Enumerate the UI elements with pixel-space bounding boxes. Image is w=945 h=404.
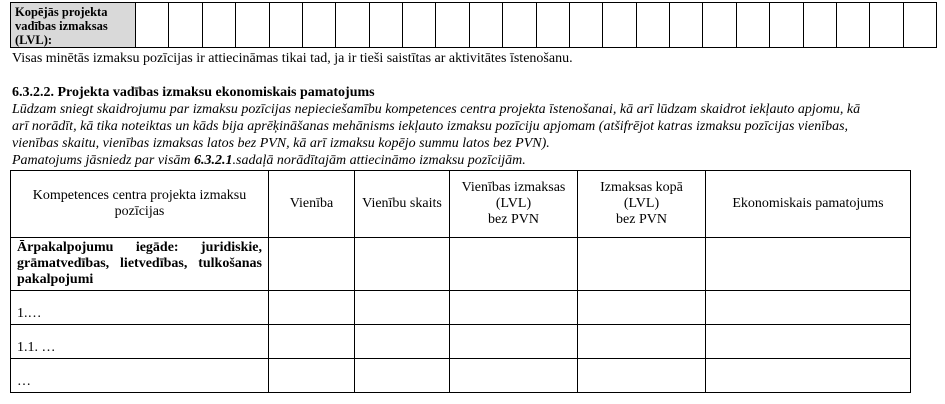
unit-cost-cell[interactable]	[450, 359, 578, 393]
unit-count-cell[interactable]	[355, 325, 450, 359]
header-row	[11, 171, 911, 238]
summary-cell[interactable]	[269, 3, 302, 48]
row-label: 1.…	[11, 291, 269, 325]
footnote-prefix: Pamatojums jāsniedz par visām	[12, 153, 194, 168]
header-total-line: (LVL)	[623, 196, 660, 211]
table-row	[11, 238, 911, 291]
unit-count-cell[interactable]	[355, 291, 450, 325]
summary-row	[11, 3, 937, 48]
row-label: 1.1. …	[11, 325, 269, 359]
eligibility-note: Visas minētās izmaksu pozīcijas ir attiecināmas tikai tad, ja ir tieši saistītas ar aktivitātes īstenošanu.	[12, 51, 573, 66]
summary-cell[interactable]	[836, 3, 869, 48]
header-unit-count: Vienību skaits	[355, 171, 450, 238]
summary-cell[interactable]	[503, 3, 536, 48]
unit-count-cell[interactable]	[355, 359, 450, 393]
header-justification: Ekonomiskais pamatojums	[706, 171, 911, 238]
unit-cell[interactable]	[269, 359, 355, 393]
justification-cell[interactable]	[706, 359, 911, 393]
justification-cell[interactable]	[706, 325, 911, 359]
footnote-ref: 6.3.2.1	[194, 153, 233, 168]
summary-cell[interactable]	[536, 3, 569, 48]
row-label: …	[11, 359, 269, 393]
table-row	[11, 359, 911, 393]
summary-cell[interactable]	[236, 3, 269, 48]
summary-label: Kopējās projekta vadības izmaksas (LVL):	[11, 3, 136, 48]
summary-cell[interactable]	[136, 3, 169, 48]
summary-cell[interactable]	[469, 3, 502, 48]
summary-cell[interactable]	[369, 3, 402, 48]
summary-table	[10, 2, 937, 48]
summary-cell[interactable]	[870, 3, 903, 48]
unit-cost-cell[interactable]	[450, 238, 578, 291]
header-total-line: bez PVN	[616, 212, 667, 227]
summary-cell[interactable]	[603, 3, 636, 48]
summary-cell[interactable]	[569, 3, 602, 48]
instructions-block	[12, 101, 932, 169]
table-row	[11, 291, 911, 325]
summary-cell[interactable]	[736, 3, 769, 48]
header-unit-cost-line: Vienības izmaksas	[461, 180, 566, 195]
header-unit-cost	[450, 171, 578, 238]
justification-cell[interactable]	[706, 291, 911, 325]
summary-cell[interactable]	[202, 3, 235, 48]
header-unit-cost-line: (LVL)	[495, 196, 532, 211]
instruction-line: Lūdzam sniegt skaidrojumu par izmaksu pozīcijas nepieciešamību kompetences centra projekta īstenošanai, kā arī lūdzam skaidrot iekļauto apjomu, kā	[12, 102, 861, 117]
section-heading: 6.3.2.2. Projekta vadības izmaksu ekonomiskais pamatojums	[12, 85, 375, 100]
header-total-line: Izmaksas kopā	[600, 180, 683, 195]
instruction-line: arī norādīt, kā tika noteiktas un kāds bija aprēķināšanas mehānisms iekļauto izmaksu pozīciju apjomam (atšifrējot katras izmaksu pozīcijas vienības,	[12, 119, 849, 134]
summary-cell[interactable]	[903, 3, 936, 48]
table-row	[11, 325, 911, 359]
total-cell[interactable]	[578, 359, 706, 393]
total-cell[interactable]	[578, 291, 706, 325]
summary-cell[interactable]	[336, 3, 369, 48]
unit-count-cell[interactable]	[355, 238, 450, 291]
unit-cost-cell[interactable]	[450, 291, 578, 325]
summary-cell[interactable]	[770, 3, 803, 48]
summary-cell[interactable]	[169, 3, 202, 48]
header-unit-cost-line: bez PVN	[488, 212, 539, 227]
unit-cell[interactable]	[269, 291, 355, 325]
unit-cell[interactable]	[269, 238, 355, 291]
unit-cost-cell[interactable]	[450, 325, 578, 359]
footnote-suffix: .sadaļā norādītajām attiecināmo izmaksu pozīcijām.	[232, 153, 526, 168]
summary-cell[interactable]	[302, 3, 335, 48]
header-total	[578, 171, 706, 238]
row-label: Ārpakalpojumu iegāde: juridiskie, grāmatvedības, lietvedības, tulkošanas pakalpojumi	[11, 238, 269, 291]
justification-cell[interactable]	[706, 238, 911, 291]
unit-cell[interactable]	[269, 325, 355, 359]
cost-justification-table	[10, 170, 911, 393]
summary-cell[interactable]	[403, 3, 436, 48]
total-cell[interactable]	[578, 238, 706, 291]
summary-cell[interactable]	[436, 3, 469, 48]
summary-cell[interactable]	[670, 3, 703, 48]
summary-cell[interactable]	[803, 3, 836, 48]
header-position: Kompetences centra projekta izmaksu pozīcijas	[11, 171, 269, 238]
footnote-line	[12, 152, 932, 169]
summary-cell[interactable]	[636, 3, 669, 48]
summary-cell[interactable]	[703, 3, 736, 48]
header-unit: Vienība	[269, 171, 355, 238]
total-cell[interactable]	[578, 325, 706, 359]
instruction-line: vienības skaitu, vienības izmaksas latos bez PVN, kā arī izmaksu kopējo summu latos bez PVN).	[12, 136, 550, 151]
